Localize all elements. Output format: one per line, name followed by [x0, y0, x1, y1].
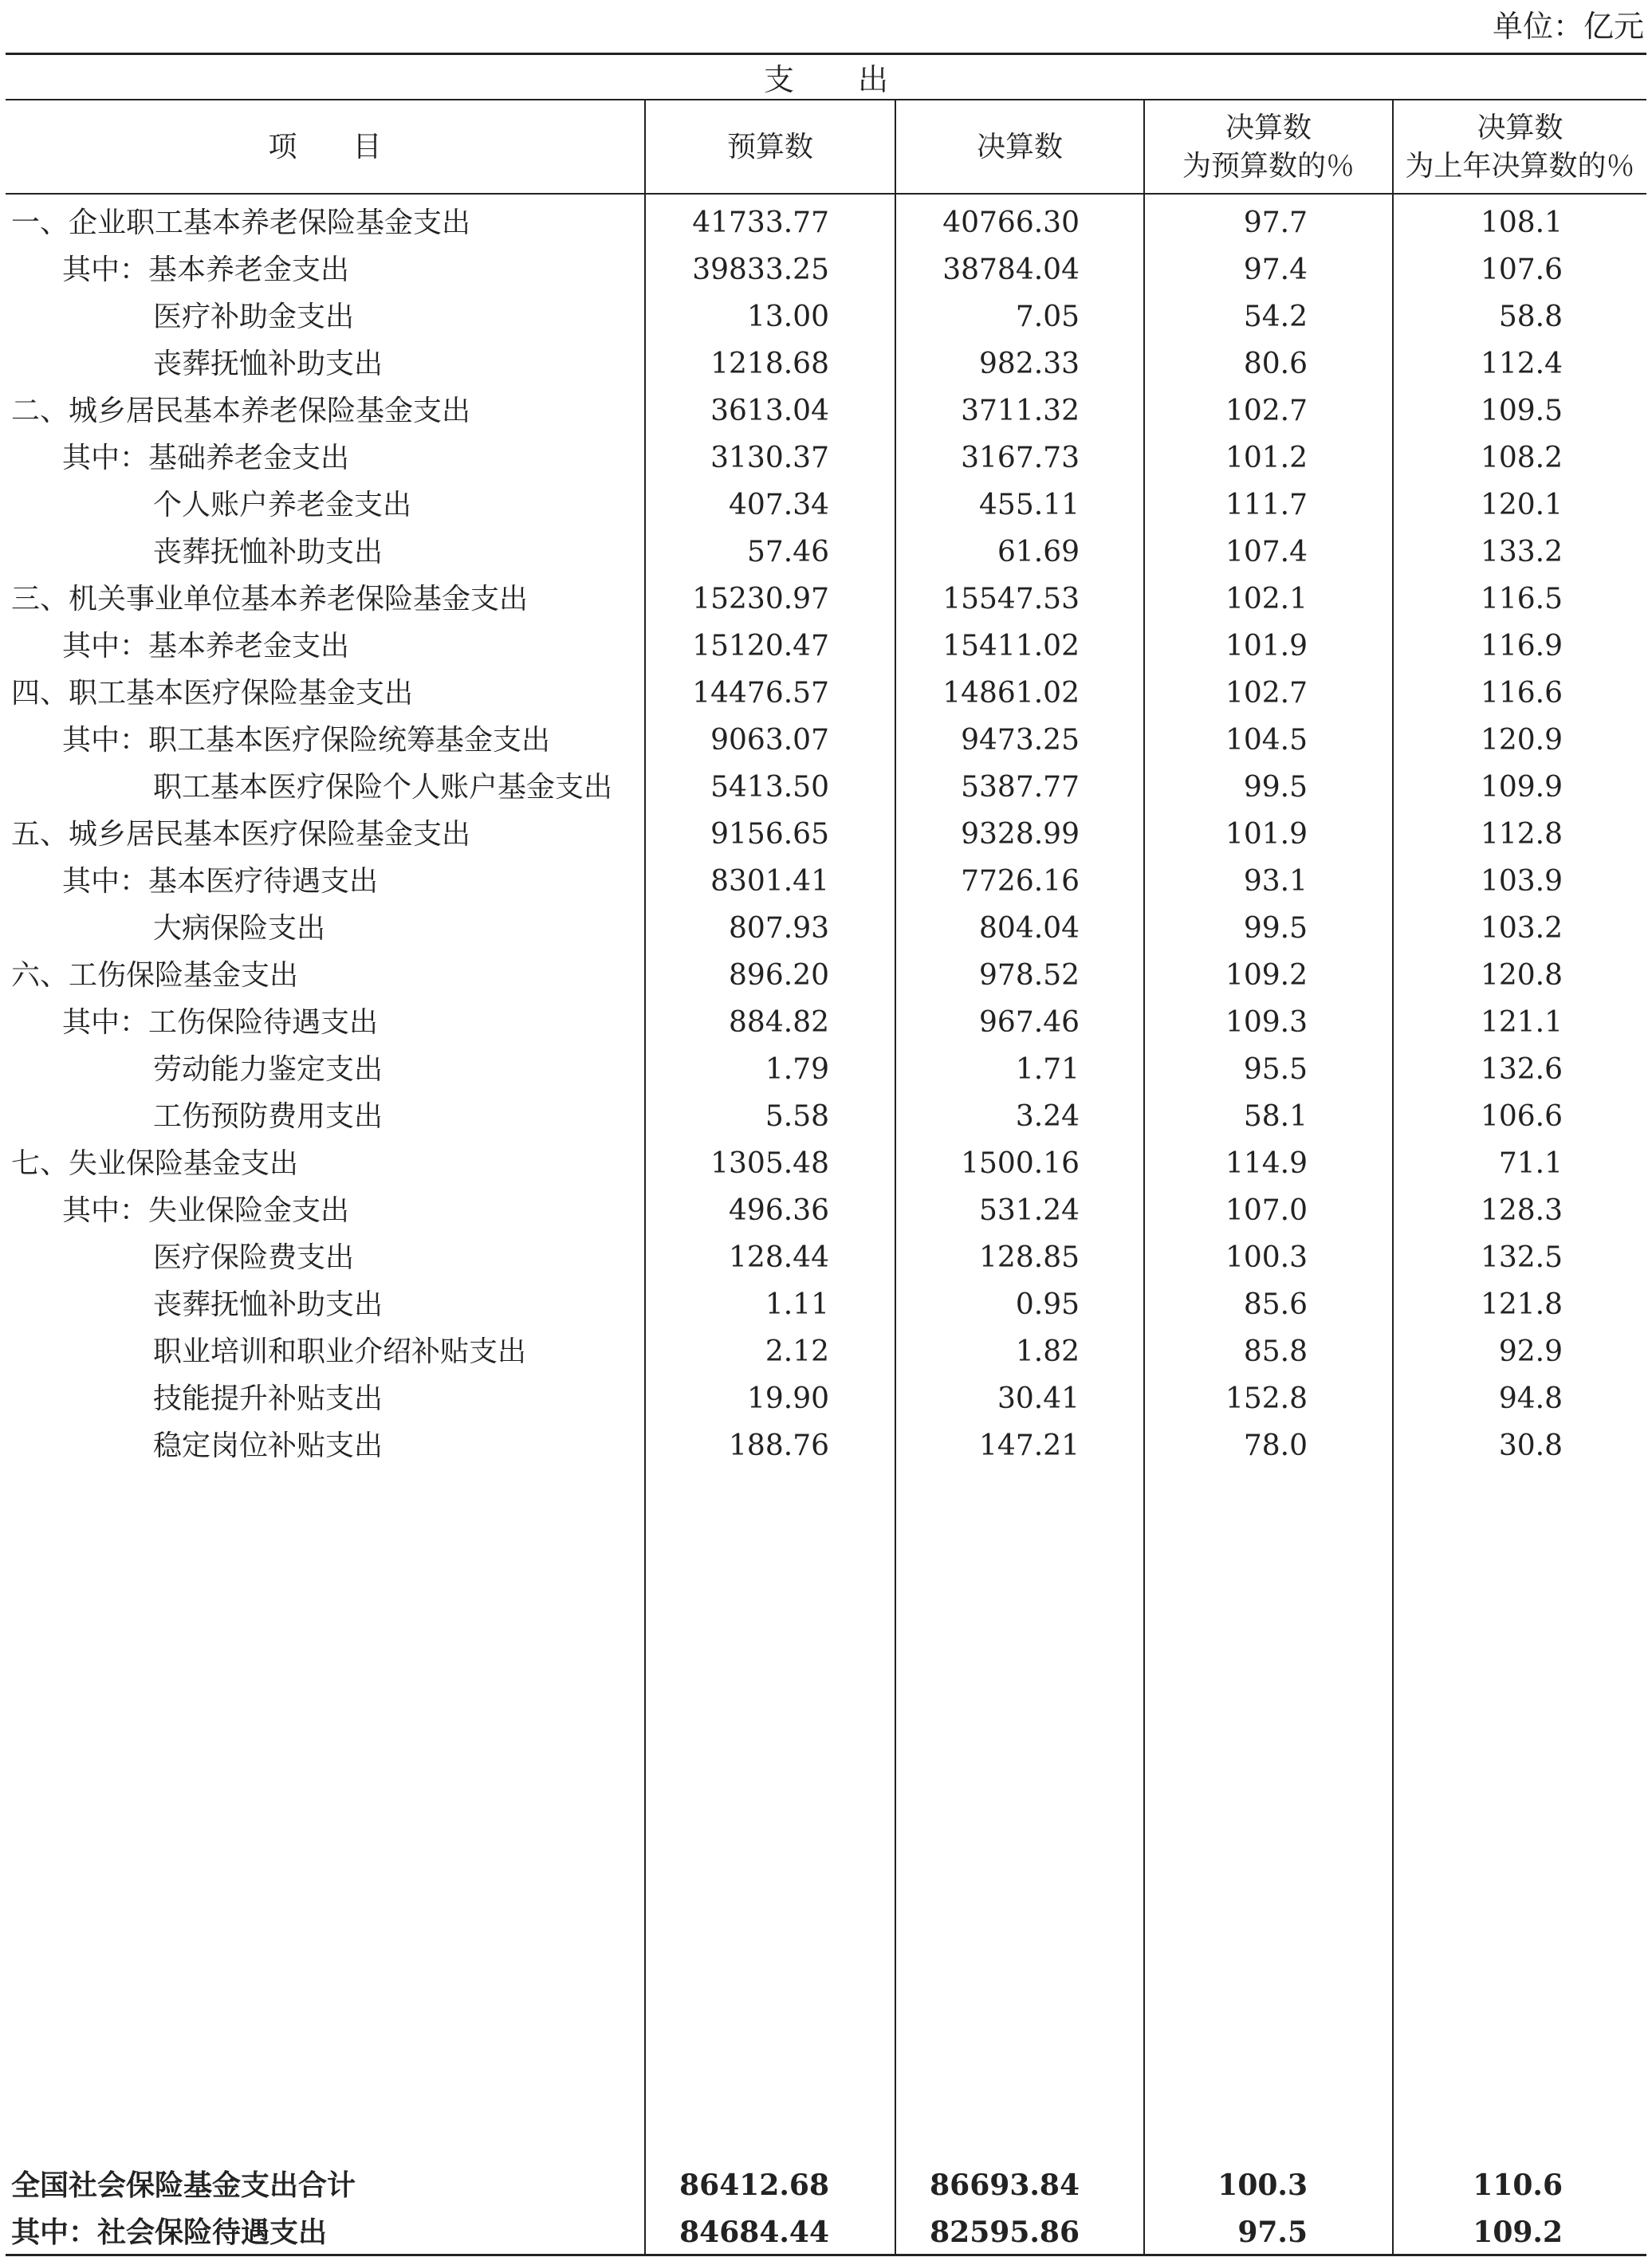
total-pct-budget: 97.5	[1237, 2216, 1308, 2249]
header-pct-prev-line1: 决算数	[1477, 112, 1564, 144]
table-row	[0, 340, 1652, 387]
table-row	[0, 999, 1652, 1046]
row-name: 六、工伤保险基金支出	[11, 959, 299, 992]
header-budget	[646, 102, 895, 193]
row-budget: 41733.77	[692, 206, 829, 239]
table-row	[0, 1375, 1652, 1422]
row-pct-prev: 30.8	[1498, 1429, 1563, 1462]
row-budget: 128.44	[729, 1241, 829, 1274]
total-row	[0, 2162, 1652, 2209]
total-final: 82595.86	[930, 2216, 1080, 2249]
total-budget: 84684.44	[679, 2216, 829, 2249]
row-name: 其中：职工基本医疗保险统筹基金支出	[62, 724, 551, 757]
row-pct-budget: 93.1	[1243, 865, 1308, 898]
row-final: 15547.53	[942, 583, 1080, 615]
row-name: 三、机关事业单位基本养老保险基金支出	[11, 583, 529, 615]
row-budget: 407.34	[729, 489, 829, 521]
row-budget: 39833.25	[692, 254, 829, 286]
row-pct-budget: 104.5	[1225, 724, 1308, 757]
row-pct-prev: 132.5	[1480, 1241, 1563, 1274]
row-final: 0.95	[1015, 1288, 1080, 1321]
table-row	[0, 717, 1652, 764]
row-pct-budget: 111.7	[1225, 489, 1308, 521]
table-row	[0, 1093, 1652, 1140]
row-budget: 8301.41	[710, 865, 829, 898]
header-item	[6, 102, 644, 193]
row-pct-prev: 94.8	[1498, 1382, 1563, 1415]
row-final: 967.46	[979, 1006, 1080, 1039]
row-pct-prev: 71.1	[1498, 1147, 1563, 1180]
table-row	[0, 576, 1652, 623]
table-row	[0, 952, 1652, 999]
row-budget: 15120.47	[692, 630, 829, 663]
row-pct-prev: 103.2	[1480, 912, 1563, 945]
row-pct-prev: 121.1	[1480, 1006, 1563, 1039]
header-rule	[6, 193, 1646, 195]
row-final: 1.82	[1015, 1335, 1080, 1368]
row-pct-prev: 132.6	[1480, 1053, 1563, 1086]
table-row	[0, 482, 1652, 529]
row-pct-prev: 108.2	[1480, 442, 1563, 474]
row-final: 7726.16	[961, 865, 1080, 898]
row-budget: 14476.57	[692, 677, 829, 710]
table-row	[0, 905, 1652, 952]
row-name: 其中：基本养老金支出	[62, 254, 350, 286]
table-row	[0, 1046, 1652, 1093]
row-final: 128.85	[979, 1241, 1080, 1274]
table-row	[0, 199, 1652, 246]
row-budget: 896.20	[729, 959, 829, 992]
header-pct-budget-line1: 决算数	[1225, 112, 1312, 144]
row-final: 147.21	[979, 1429, 1080, 1462]
row-pct-budget: 109.3	[1225, 1006, 1308, 1039]
row-pct-budget: 101.9	[1225, 818, 1308, 851]
row-final: 3711.32	[961, 395, 1080, 427]
table-row	[0, 858, 1652, 905]
row-pct-budget: 114.9	[1225, 1147, 1308, 1180]
row-final: 1.71	[1015, 1053, 1080, 1086]
row-name: 其中：基本医疗待遇支出	[62, 865, 379, 898]
row-budget: 15230.97	[692, 583, 829, 615]
unit-label: 单位：亿元	[1492, 9, 1644, 44]
table-body	[0, 199, 1652, 1469]
section-title: 支出	[763, 61, 952, 97]
row-name: 医疗保险费支出	[153, 1241, 355, 1274]
row-final: 9328.99	[961, 818, 1080, 851]
row-pct-budget: 99.5	[1243, 771, 1308, 804]
row-name: 个人账户养老金支出	[153, 489, 412, 521]
row-pct-prev: 128.3	[1480, 1194, 1563, 1227]
row-budget: 5.58	[765, 1100, 829, 1133]
row-final: 531.24	[979, 1194, 1080, 1227]
row-pct-prev: 107.6	[1480, 254, 1563, 286]
row-pct-prev: 92.9	[1498, 1335, 1563, 1368]
header-item-label: 项目	[268, 131, 438, 163]
row-budget: 5413.50	[710, 771, 829, 804]
row-name: 一、企业职工基本养老保险基金支出	[11, 206, 471, 239]
table-row	[0, 529, 1652, 576]
total-name: 其中：社会保险待遇支出	[11, 2216, 328, 2249]
row-name: 丧葬抚恤补助支出	[153, 348, 384, 380]
row-pct-budget: 109.2	[1225, 959, 1308, 992]
row-final: 978.52	[979, 959, 1080, 992]
total-name: 全国社会保险基金支出合计	[11, 2169, 356, 2202]
row-name: 其中：工伤保险待遇支出	[62, 1006, 379, 1039]
row-final: 61.69	[997, 536, 1080, 568]
row-pct-prev: 116.5	[1480, 583, 1563, 615]
table-row	[0, 623, 1652, 670]
table-row	[0, 1234, 1652, 1281]
row-budget: 188.76	[729, 1429, 829, 1462]
row-budget: 884.82	[729, 1006, 829, 1039]
header-pct-budget-line2: 为预算数的％	[1182, 150, 1355, 183]
table-row	[0, 1328, 1652, 1375]
row-name: 二、城乡居民基本养老保险基金支出	[11, 395, 471, 427]
row-name: 职工基本医疗保险个人账户基金支出	[153, 771, 613, 804]
row-final: 30.41	[997, 1382, 1080, 1415]
row-pct-prev: 112.8	[1480, 818, 1563, 851]
table-row	[0, 387, 1652, 435]
row-pct-prev: 108.1	[1480, 206, 1563, 239]
row-pct-budget: 58.1	[1243, 1100, 1308, 1133]
header-final	[896, 102, 1143, 193]
row-name: 四、职工基本医疗保险基金支出	[11, 677, 414, 710]
row-name: 其中：失业保险金支出	[62, 1194, 350, 1227]
header-pct-prev-line2: 为上年决算数的％	[1405, 150, 1635, 183]
row-pct-budget: 152.8	[1225, 1382, 1308, 1415]
row-pct-budget: 85.6	[1243, 1288, 1308, 1321]
row-pct-budget: 97.7	[1243, 206, 1308, 239]
row-final: 14861.02	[942, 677, 1080, 710]
row-budget: 13.00	[746, 301, 829, 333]
table-row	[0, 1281, 1652, 1328]
header-pct-budget	[1145, 102, 1392, 193]
total-pct-budget: 100.3	[1217, 2169, 1308, 2202]
row-name: 稳定岗位补贴支出	[153, 1429, 384, 1462]
row-pct-prev: 116.6	[1480, 677, 1563, 710]
table-row	[0, 246, 1652, 293]
row-budget: 1.11	[765, 1288, 829, 1321]
row-pct-budget: 78.0	[1243, 1429, 1308, 1462]
row-pct-budget: 107.4	[1225, 536, 1308, 568]
row-name: 技能提升补贴支出	[153, 1382, 384, 1415]
row-budget: 496.36	[729, 1194, 829, 1227]
row-name: 五、城乡居民基本医疗保险基金支出	[11, 818, 471, 851]
table-row	[0, 1140, 1652, 1187]
row-final: 7.05	[1015, 301, 1080, 333]
row-pct-prev: 103.9	[1480, 865, 1563, 898]
row-pct-budget: 107.0	[1225, 1194, 1308, 1227]
table-row	[0, 293, 1652, 340]
header-final-label: 决算数	[976, 131, 1063, 163]
row-pct-prev: 58.8	[1498, 301, 1563, 333]
row-budget: 9156.65	[710, 818, 829, 851]
row-budget: 1218.68	[710, 348, 829, 380]
row-name: 丧葬抚恤补助支出	[153, 1288, 384, 1321]
row-pct-budget: 80.6	[1243, 348, 1308, 380]
row-budget: 1.79	[765, 1053, 829, 1086]
table-row	[0, 435, 1652, 482]
row-budget: 807.93	[729, 912, 829, 945]
row-name: 其中：基本养老金支出	[62, 630, 350, 663]
row-pct-budget: 101.2	[1225, 442, 1308, 474]
section-rule	[6, 99, 1646, 100]
row-name: 大病保险支出	[153, 912, 326, 945]
row-pct-budget: 101.9	[1225, 630, 1308, 663]
row-name: 医疗补助金支出	[153, 301, 355, 333]
table-row	[0, 764, 1652, 811]
row-pct-budget: 102.7	[1225, 677, 1308, 710]
row-pct-budget: 54.2	[1243, 301, 1308, 333]
row-final: 3167.73	[961, 442, 1080, 474]
row-final: 455.11	[979, 489, 1080, 521]
row-name: 工伤预防费用支出	[153, 1100, 384, 1133]
total-final: 86693.84	[930, 2169, 1080, 2202]
row-final: 15411.02	[942, 630, 1080, 663]
row-budget: 9063.07	[710, 724, 829, 757]
row-pct-prev: 120.1	[1480, 489, 1563, 521]
row-pct-prev: 109.9	[1480, 771, 1563, 804]
row-name: 职业培训和职业介绍补贴支出	[153, 1335, 527, 1368]
row-pct-prev: 112.4	[1480, 348, 1563, 380]
row-name: 七、失业保险基金支出	[11, 1147, 299, 1180]
row-final: 982.33	[979, 348, 1080, 380]
row-pct-budget: 95.5	[1243, 1053, 1308, 1086]
row-final: 9473.25	[961, 724, 1080, 757]
total-row	[0, 2209, 1652, 2256]
row-final: 40766.30	[942, 206, 1080, 239]
row-final: 1500.16	[961, 1147, 1080, 1180]
row-name: 劳动能力鉴定支出	[153, 1053, 384, 1086]
row-pct-budget: 97.4	[1243, 254, 1308, 286]
row-pct-budget: 102.7	[1225, 395, 1308, 427]
row-final: 38784.04	[942, 254, 1080, 286]
row-pct-budget: 102.1	[1225, 583, 1308, 615]
table-row	[0, 1422, 1652, 1469]
row-budget: 19.90	[746, 1382, 829, 1415]
table-row	[0, 670, 1652, 717]
row-pct-prev: 120.9	[1480, 724, 1563, 757]
row-pct-budget: 99.5	[1243, 912, 1308, 945]
row-budget: 3613.04	[710, 395, 829, 427]
table-row	[0, 811, 1652, 858]
header-pct-prev	[1394, 102, 1646, 193]
table-totals	[0, 2162, 1652, 2256]
total-pct-prev: 109.2	[1473, 2216, 1563, 2249]
row-pct-prev: 116.9	[1480, 630, 1563, 663]
row-budget: 1305.48	[710, 1147, 829, 1180]
row-pct-prev: 133.2	[1480, 536, 1563, 568]
table-row	[0, 1187, 1652, 1234]
total-pct-prev: 110.6	[1473, 2169, 1563, 2202]
row-pct-prev: 106.6	[1480, 1100, 1563, 1133]
row-budget: 57.46	[746, 536, 829, 568]
row-final: 3.24	[1015, 1100, 1080, 1133]
row-name: 丧葬抚恤补助支出	[153, 536, 384, 568]
row-budget: 2.12	[765, 1335, 829, 1368]
header-budget-label: 预算数	[726, 131, 813, 163]
row-final: 804.04	[979, 912, 1080, 945]
row-pct-budget: 100.3	[1225, 1241, 1308, 1274]
total-budget: 86412.68	[679, 2169, 829, 2202]
row-pct-budget: 85.8	[1243, 1335, 1308, 1368]
row-pct-prev: 109.5	[1480, 395, 1563, 427]
row-pct-prev: 120.8	[1480, 959, 1563, 992]
row-name: 其中：基础养老金支出	[62, 442, 350, 474]
row-final: 5387.77	[961, 771, 1080, 804]
row-budget: 3130.37	[710, 442, 829, 474]
row-pct-prev: 121.8	[1480, 1288, 1563, 1321]
